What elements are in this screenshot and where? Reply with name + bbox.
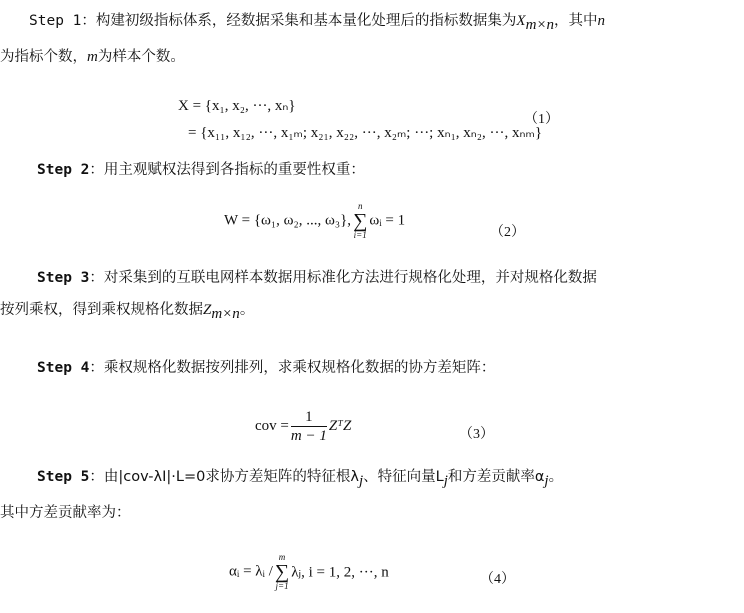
step4-label: Step 4 xyxy=(37,360,90,376)
eq3-frac-den: m − 1 xyxy=(290,428,327,444)
eq2-sum-bottom: i=1 xyxy=(353,230,367,240)
step1-set-sub: m×n xyxy=(525,16,555,33)
step1-text-a: ：构建初级指标体系，经数据采集和基本量化处理后的指标数据集为 xyxy=(81,13,517,29)
eq3-frac-num: 1 xyxy=(291,408,327,427)
step5-paragraph xyxy=(0,466,744,488)
equation-4 xyxy=(229,553,389,591)
eq3-fraction xyxy=(291,408,327,445)
step1-paragraph-line2 xyxy=(0,46,744,68)
step5-label: Step 5 xyxy=(37,469,90,485)
step5-text-c: 和方差贡献率α xyxy=(447,469,545,485)
step3-var: Z xyxy=(203,302,212,318)
equation-2 xyxy=(224,202,405,240)
equation-4-number: （4） xyxy=(480,572,515,587)
step5-sub-j3: j xyxy=(544,472,549,489)
step2-paragraph xyxy=(0,159,744,181)
equation-2-number: （2） xyxy=(490,225,525,240)
step1-label: Step 1 xyxy=(29,13,82,29)
step3-text-c: 。 xyxy=(239,302,255,318)
step4-text: ：乘权规格化数据按列排列，求乘权规格化数据的协方差矩阵： xyxy=(89,360,496,376)
eq2-right: ωᵢ = 1 xyxy=(369,212,406,229)
step5-text-b: 、特征向量L xyxy=(363,469,444,485)
step5-text-d: 。 xyxy=(548,469,564,485)
equation-3 xyxy=(255,408,351,445)
step1-n: n xyxy=(597,13,606,29)
eq4-sum-top: m xyxy=(278,552,286,562)
equation-3-number: （3） xyxy=(459,427,494,442)
step5-sub-j1: j xyxy=(358,472,364,489)
step4-paragraph xyxy=(0,357,744,379)
eq4-sum: m ∑ j=1 xyxy=(274,552,290,591)
step3-text-a: ：对采集到的互联电网样本数据用标准化方法进行规格化处理，并对规格化数据 xyxy=(89,270,597,286)
step5-text-e: 其中方差贡献率为： xyxy=(0,505,131,521)
eq4-right: λⱼ, i = 1, 2, ···, n xyxy=(291,564,389,581)
step2-label: Step 2 xyxy=(37,162,90,178)
eq4-left: αᵢ = λᵢ / xyxy=(229,563,273,580)
eq2-sum: n ∑ i=1 xyxy=(353,201,368,240)
step3-paragraph-line2 xyxy=(0,299,744,321)
step3-text-b: 按列乘权，得到乘权规格化数据 xyxy=(0,302,203,318)
step5-sub-j2: j xyxy=(443,472,448,489)
equation-1-number: （1） xyxy=(524,112,559,127)
equation-1-line2: = {x₁₁, x₁₂, ···, x₁ₘ; x₂₁, x₂₂, ···, x₂ₘ; ···; xₙ₁, xₙ₂, ···, xₙₘ} xyxy=(188,125,543,141)
step1-text-b: ，其中 xyxy=(554,13,598,29)
step5-paragraph-line2 xyxy=(0,502,744,524)
step1-text-c: 为指标个数， xyxy=(0,49,87,65)
step1-paragraph xyxy=(0,10,744,32)
step5-text-a: ：由|cov-λI|·L=0求协方差矩阵的特征根λ xyxy=(89,469,359,485)
equation-1-line1: X = {x₁, x₂, ···, xₙ} xyxy=(178,98,296,114)
eq2-left: W = {ω₁, ω₂, ..., ω₃}, xyxy=(224,212,352,229)
step1-m: m xyxy=(87,49,98,65)
step3-var-sub: m×n xyxy=(211,305,240,322)
eq3-right: ZᵀZ xyxy=(328,418,352,434)
step2-text: ：用主观赋权法得到各指标的重要性权重： xyxy=(89,162,365,178)
eq4-sum-bottom: j=1 xyxy=(275,581,289,591)
step3-paragraph xyxy=(0,267,744,289)
step3-label: Step 3 xyxy=(37,270,90,286)
eq3-left: cov = xyxy=(255,418,289,434)
step1-text-d: 为样本个数。 xyxy=(97,49,185,65)
eq2-sum-top: n xyxy=(357,201,363,211)
step1-set-name: X xyxy=(516,13,526,29)
